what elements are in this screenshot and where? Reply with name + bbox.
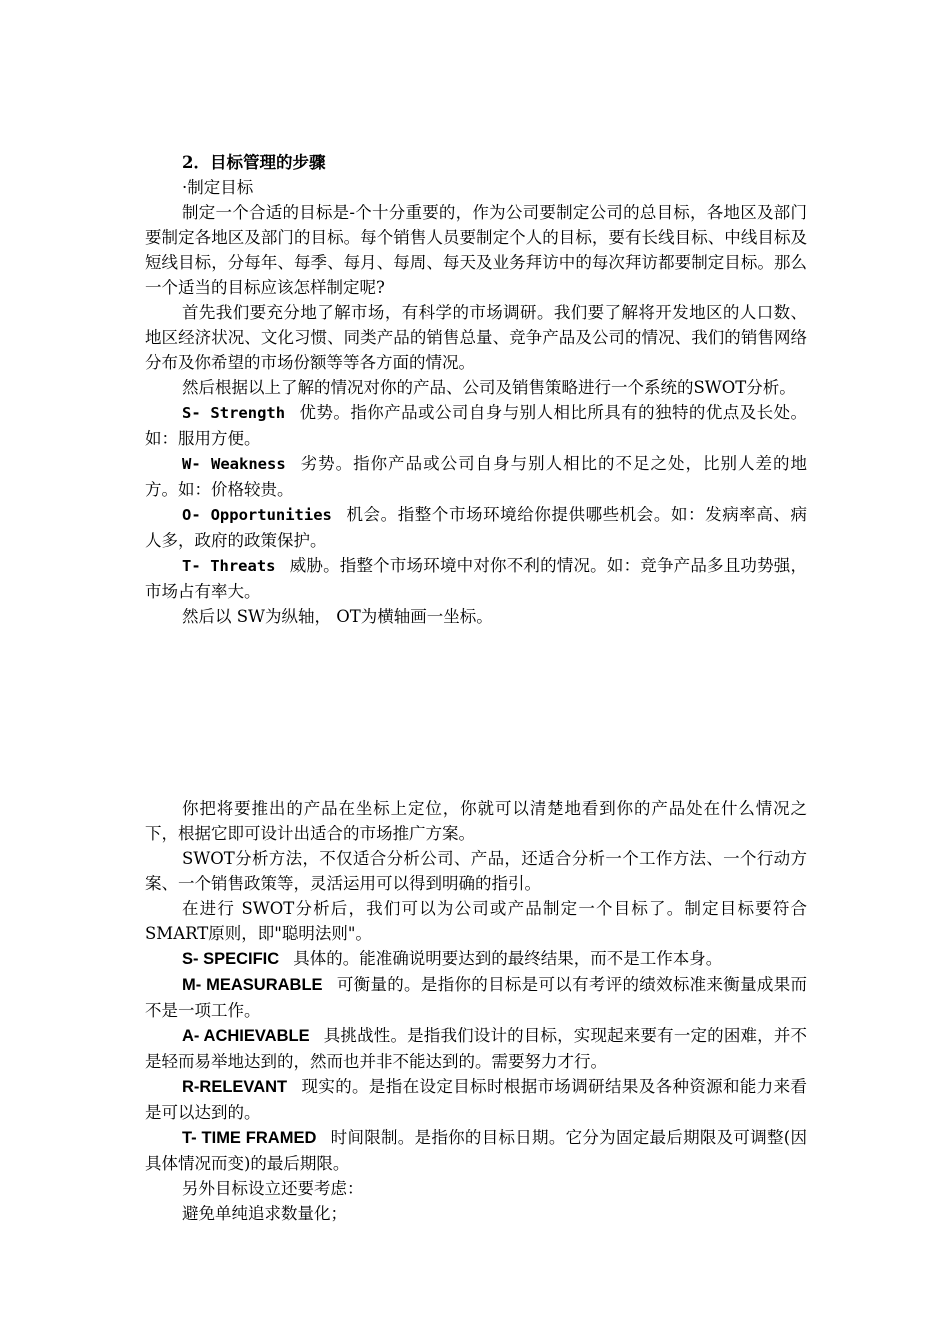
swot-item-strength bbox=[145, 400, 807, 451]
top-text-block bbox=[145, 150, 807, 629]
section-heading: 2．目标管理的步骤 bbox=[182, 153, 326, 172]
smart-item-specific bbox=[145, 946, 807, 972]
swot-item-weakness bbox=[145, 451, 807, 502]
swot-desc: 劣势。指你产品或公司自身与别人相比的不足之处，比别人差的地方。如：价格较贵。 bbox=[145, 454, 808, 499]
swot-term: T- Threats bbox=[182, 557, 276, 575]
paragraph-smart-intro: 在进行 SWOT分析后，我们可以为公司或产品制定一个目标了。制定目标要符合 SMART原则，即"聪明法则"。 bbox=[145, 899, 807, 943]
smart-desc: 具挑战性。是指我们设计的目标，实现起来要有一定的困难，并不是轻而易举地达到的，然而也并非不能达到的。需要努力才行。 bbox=[145, 1026, 808, 1071]
swot-term: S- Strength bbox=[182, 404, 286, 422]
smart-term: S- SPECIFIC bbox=[182, 950, 280, 968]
swot-desc: 机会。指整个市场环境给你提供哪些机会。如：发病率高、病人多，政府的政策保护。 bbox=[145, 505, 807, 550]
smart-desc: 具体的。能准确说明要达到的最终结果，而不是工作本身。 bbox=[293, 949, 723, 968]
smart-item-relevant bbox=[145, 1074, 807, 1125]
bottom-text-block bbox=[145, 796, 807, 1226]
smart-desc: 时间限制。是指你的目标日期。它分为固定最后期限及可调整(因具体情况而变)的最后期限。 bbox=[145, 1128, 807, 1173]
smart-term: A- ACHIEVABLE bbox=[182, 1027, 310, 1045]
swot-term: W- Weakness bbox=[182, 455, 286, 473]
smart-desc: 可衡量的。是指你的目标是可以有考评的绩效标准来衡量成果而不是一项工作。 bbox=[145, 975, 807, 1020]
paragraph-goal-setting: 制定一个合适的目标是-个十分重要的，作为公司要制定公司的总目标，各地区及部门要制定各地区及部门的目标。每个销售人员要制定个人的目标，要有长线目标、中线目标及短线目标，分每年、每季、每月、每周、每天及业务拜访中的每次拜访都要制定目标。那么一个适当的目标应该怎样制定呢? bbox=[145, 203, 807, 297]
paragraph-axis-setup: 然后以 SW为纵轴， OT为横轴画一坐标。 bbox=[182, 607, 493, 626]
swot-desc: 优势。指你产品或公司自身与别人相比所具有的独特的优点及长处。如：服用方便。 bbox=[145, 403, 808, 448]
section-subheading: ·制定目标 bbox=[182, 178, 254, 197]
smart-item-achievable bbox=[145, 1023, 807, 1074]
swot-desc: 威胁。指整个市场环境中对你不利的情况。如：竞争产品多且功势强，市场占有率大。 bbox=[145, 556, 807, 601]
paragraph-additional-considerations: 另外目标设立还要考虑： bbox=[182, 1179, 364, 1198]
swot-term: O- Opportunities bbox=[182, 506, 332, 524]
paragraph-market-research: 首先我们要充分地了解市场，有科学的市场调研。我们要了解将开发地区的人口数、地区经济状况、文化习惯、同类产品的销售总量、竞争产品及公司的情况、我们的销售网络分布及你希望的市场份额等等各方面的情况。 bbox=[145, 303, 807, 372]
paragraph-positioning: 你把将要推出的产品在坐标上定位，你就可以清楚地看到你的产品处在什么情况之下，根据它即可设计出适合的市场推广方案。 bbox=[145, 799, 807, 843]
smart-term: T- TIME FRAMED bbox=[182, 1129, 317, 1147]
smart-item-measurable bbox=[145, 972, 807, 1023]
smart-term: R-RELEVANT bbox=[182, 1078, 288, 1096]
swot-item-threats bbox=[145, 553, 807, 604]
smart-item-time-framed bbox=[145, 1125, 807, 1176]
paragraph-swot-usage: SWOT分析方法，不仅适合分析公司、产品，还适合分析一个工作方法、一个行动方案、一个销售政策等，灵活运用可以得到明确的指引。 bbox=[145, 849, 807, 893]
smart-term: M- MEASURABLE bbox=[182, 976, 323, 994]
swot-item-opportunities bbox=[145, 502, 807, 553]
paragraph-avoid-quantification: 避免单纯追求数量化； bbox=[182, 1204, 347, 1223]
smart-desc: 现实的。是指在设定目标时根据市场调研结果及各种资源和能力来看是可以达到的。 bbox=[145, 1077, 807, 1122]
paragraph-swot-intro: 然后根据以上了解的情况对你的产品、公司及销售策略进行一个系统的SWOT分析。 bbox=[182, 378, 796, 397]
